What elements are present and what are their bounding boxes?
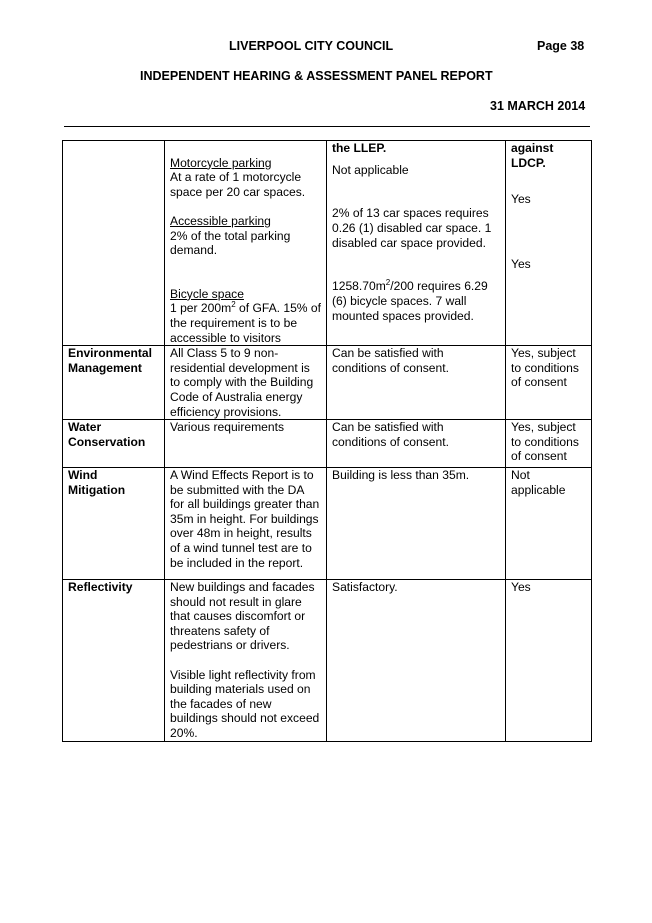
table-row xyxy=(63,141,592,346)
bicycle-proposal: $1258.70m^2/200$ requires 6.29 (6) bicycle spaces. 7 wall mounted spaces provided. xyxy=(332,278,488,323)
table-row xyxy=(63,420,592,468)
page-number: Page 38 xyxy=(537,39,585,53)
requirement-text: All Class 5 to 9 non-residential development is to comply with the Building Code of Australia energy efficiency provisions. xyxy=(170,346,314,419)
requirement-text-2: Visible light reflectivity from building materials used on the facades of new buildings should not exceed 20%. xyxy=(170,667,320,741)
proposal-text: Satisfactory. xyxy=(332,580,398,595)
proposal-text: Can be satisfied with conditions of consent. xyxy=(332,420,449,449)
bicycle-complies: Yes xyxy=(511,257,531,272)
header-divider xyxy=(64,126,590,127)
bicycle-requirement: 1 per $200m^2$ of GFA. 15% of the requirement is to be accessible to visitors xyxy=(170,300,322,345)
complies-text: Yes, subject to conditions of consent xyxy=(511,420,579,464)
column-head-continued: against LDCP. xyxy=(511,141,554,170)
table-row xyxy=(63,346,592,420)
report-date: 31 MARCH 2014 xyxy=(490,99,586,113)
table-row xyxy=(63,580,592,742)
table-row xyxy=(63,468,592,580)
council-name: LIVERPOOL CITY COUNCIL xyxy=(229,39,394,53)
bicycle-heading: Bicycle space xyxy=(170,286,244,301)
requirement-text: Various requirements xyxy=(170,420,285,435)
proposal-text: Building is less than 35m. xyxy=(332,468,470,483)
proposal-cell xyxy=(327,141,506,346)
row-label: Reflectivity xyxy=(68,580,133,595)
accessible-requirement: 2% of the total parking demand. xyxy=(170,228,291,258)
requirement-text: New buildings and facades should not result in glare that causes discomfort or threatens safety of pedestrians or drivers. xyxy=(170,580,315,653)
column-head-continued: the LLEP. xyxy=(332,141,387,155)
proposal-text: Can be satisfied with conditions of consent. xyxy=(332,346,449,375)
assessment-table xyxy=(62,140,592,742)
row-label: Wind Mitigation xyxy=(68,468,126,497)
accessible-proposal: 2% of 13 car spaces requires 0.26 (1) disabled car space. 1 disabled car space provided. xyxy=(332,206,492,250)
row-label-cell xyxy=(63,141,165,346)
accessible-heading: Accessible parking xyxy=(170,213,271,228)
report-title: INDEPENDENT HEARING & ASSESSMENT PANEL REPORT xyxy=(140,69,493,83)
motorcycle-requirement: At a rate of 1 motorcycle space per 20 car spaces. xyxy=(170,170,306,199)
complies-text: Not applicable xyxy=(511,468,566,497)
accessible-complies: Yes xyxy=(511,191,531,206)
requirement-cell xyxy=(165,141,327,346)
row-label: Environmental Management xyxy=(68,346,153,375)
requirement-text: A Wind Effects Report is to be submitted with the DA for all buildings greater than 35m in height. For buildings over 48m in height, results of a wind tunnel test are to be included in the report. xyxy=(170,468,320,570)
motorcycle-heading: Motorcycle parking xyxy=(170,155,272,170)
row-label: Water Conservation xyxy=(68,420,146,449)
complies-text: Yes, subject to conditions of consent xyxy=(511,346,579,390)
motorcycle-proposal: Not applicable xyxy=(332,162,409,177)
complies-text: Yes xyxy=(511,580,531,595)
complies-cell xyxy=(506,141,592,346)
